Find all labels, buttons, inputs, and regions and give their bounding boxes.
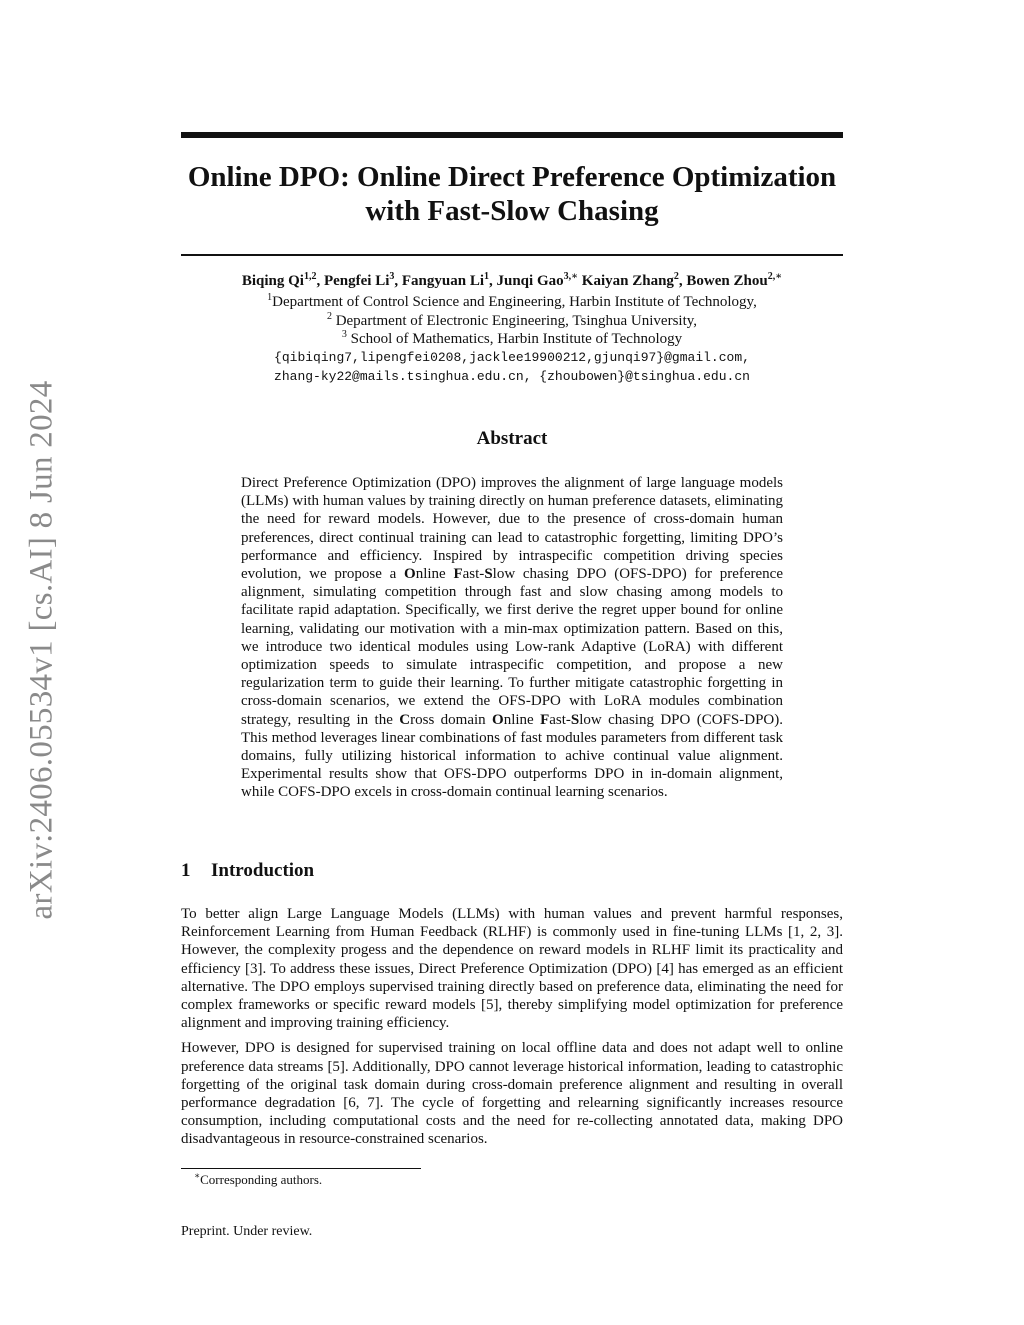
author: Biqing Qi$^{1,2}$, (241, 271, 324, 289)
preprint-note: Preprint. Under review. (181, 1224, 313, 1239)
email-list (160, 349, 864, 386)
section-number: 1 (181, 860, 191, 881)
email-line: zhang-ky22@mails.tsinghua.edu.cn, {zhoubowen}@tsinghua.edu.cn (274, 368, 750, 384)
author: Kaiyan Zhang$^2$, (581, 271, 687, 289)
author: Junqi Gao$^{3,∗}$ (496, 271, 579, 289)
abstract-body: Direct Preference Optimization (DPO) improves the alignment of large language models (LLMs) with human values by training directly on human preference datasets, eliminating the need for reward models. However, due to the presence of cross-domain human preferences, direct continual training can lead to catastrophic forgetting, limiting DPO’s performance and efficiency. Inspired by intraspecific competition driving species evolution, we propose a Online Fast-Slow chasing DPO (OFS-DPO) for preference alignment, simulating competition through fast and slow chasing among models to facilitate rapid adaptation. Specifically, we first derive the regret upper bound for online learning, validating our motivation with a min-max optimization pattern. Based on this, we introduce two identical modules using Low-rank Adaptive (LoRA) with different optimization speeds to simulate intraspecific competition, and propose a new regularization term to guide their learning. To further mitigate catastrophic forgetting in cross-domain scenarios, we extend the OFS-DPO with LoRA modules combination strategy, resulting in the Cross domain Online Fast-Slow chasing DPO (COFS-DPO). This method leverages linear combinations of fast modules parameters from different task domains, fully utilizing historical information to achive continual value alignment. Experimental results show that OFS-DPO outperforms DPO in in-domain alignment, while COFS-DPO excels in cross-domain continual learning scenarios. (241, 475, 783, 801)
paragraph: However, DPO is designed for supervised training on local offline data and does not adapt well to online preference data streams [5]. Additionally, DPO cannot leverage historical information, leading to catastrophic forgetting of the original task domain during cross-domain preference alignment and resulting in overall performance degradation [6, 7]. The cycle of forgetting and relearning significantly increases resource consumption, including computational costs and the need for re-collecting annotated data, making DPO disadvantageous in resource-constrained scenarios. (181, 1040, 843, 1148)
title-top-rule (181, 132, 843, 138)
paper-title (181, 160, 843, 228)
section-title: Introduction (211, 860, 315, 881)
affiliation: $^3$ School of Mathematics, Harbin Institute of Technology (341, 329, 683, 347)
footnote-mark: ∗ (194, 1170, 201, 1181)
author: Bowen Zhou$^{2,∗}$ (686, 271, 783, 289)
author: Pengfei Li$^3$, (323, 271, 402, 289)
paragraph: To better align Large Language Models (LLMs) with human values and prevent harmful responses, Reinforcement Learning from Human Feedback (RLHF) is commonly used in fine-tuning LLMs [1, 2, 3]. However, the complexity progess and the dependence on reward models in RLHF limit its practicality and efficiency [3]. To address these issues, Direct Preference Optimization (DPO) [4] has emerged as an efficient alternative. The DPO employs supervised training directly based on preference data, eliminating the need for complex frameworks or specific reward models [5], thereby simplifying model optimization for preference alignment and improving training efficiency. (181, 906, 843, 1032)
author-list (160, 273, 864, 290)
footnote: ∗Corresponding authors. (194, 1170, 323, 1187)
affiliation: $^1$Department of Control Science and Engineering, Harbin Institute of Technology, (267, 292, 757, 310)
abstract-heading: Abstract (476, 428, 548, 449)
title-bottom-rule (181, 254, 843, 256)
section-heading-introduction (181, 860, 314, 882)
affiliation: $^2$ Department of Electronic Engineering, Tsinghua University, (326, 310, 698, 329)
title-line-1: Online DPO: Online Direct Preference Optimization (187, 161, 837, 193)
affiliation-list (160, 293, 864, 349)
author: Fangyuan Li$^1$, (401, 271, 497, 289)
introduction-body (181, 905, 843, 1156)
email-line: {qibiqing7,lipengfei0208,jacklee19900212,gjunqi97}@gmail.com, (274, 350, 750, 365)
footnote-rule (181, 1168, 421, 1169)
arxiv-identifier-stamp: arXiv:2406.05534v1 [cs.AI] 8 Jun 2024 (23, 380, 60, 920)
title-line-2: with Fast-Slow Chasing (365, 195, 659, 227)
